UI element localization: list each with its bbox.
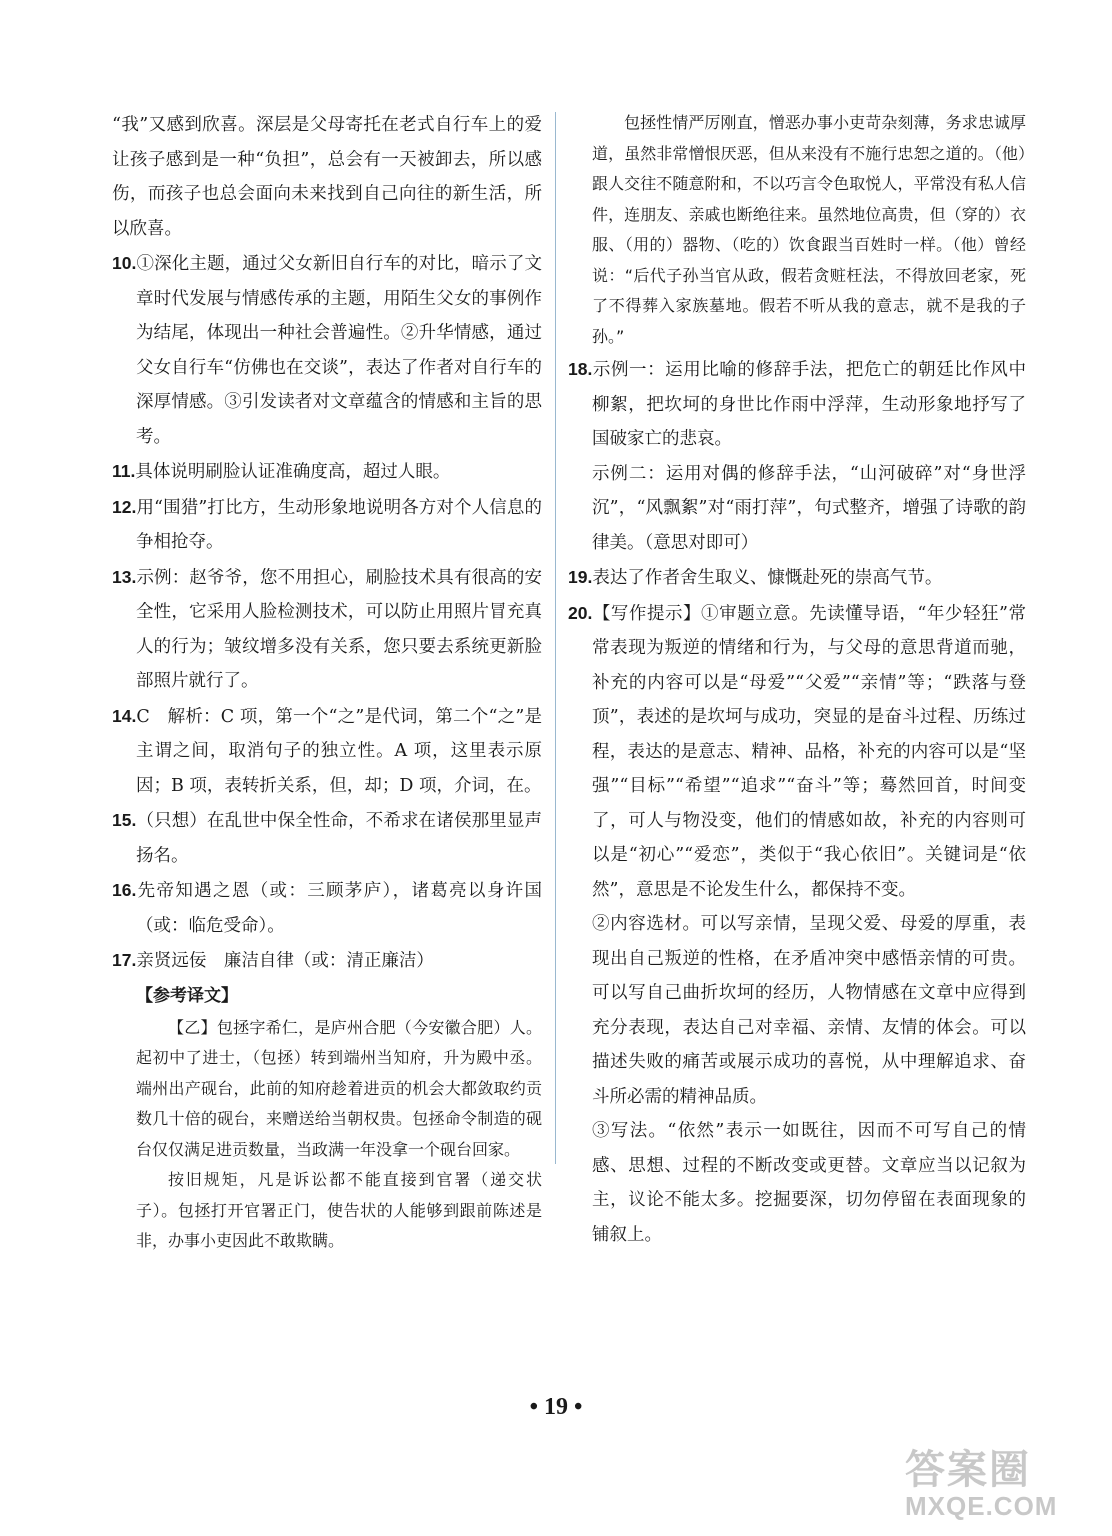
- answer-text: 亲贤远佞 廉洁自律（或：清正廉洁）: [136, 951, 434, 971]
- answer-18-example-2: 示例二：运用对偶的修辞手法，“山河破碎”对“身世浮沉”，“风飘絮”对“雨打萍”，句式整齐，增强了诗歌的韵律美。（意思对即可）: [592, 463, 1026, 553]
- answer-10: [112, 246, 542, 454]
- answer-12: [112, 490, 542, 560]
- answer-11: [112, 454, 542, 490]
- answer-text: 具体说明刷脸认证准确度高，超过人眼。: [135, 462, 451, 482]
- question-number: 13.: [112, 566, 137, 587]
- translation-paragraph: 【乙】包拯字希仁，是庐州合肥（今安徽合肥）人。起初中了进士，（包拯）转到端州当知府，升为殿中丞。端州出产砚台，此前的知府趁着进贡的机会大都敛取约贡数几十倍的砚台，来赠送给当朝权贵。包拯命令制造的砚台仅仅满足进贡数量，当政满一年没拿一个砚台回家。: [136, 1017, 542, 1159]
- answer-text: C 解析：C 项，第一个“之”是代词，第二个“之”是主谓之间，取消句子的独立性。A 项，这里表示原因；B 项，表转折关系，但，却；D 项，介词，在。: [136, 706, 542, 796]
- answer-text: （只想）在乱世中保全性命，不希求在诸侯那里显声扬名。: [136, 811, 542, 866]
- answer-19: [568, 560, 1026, 596]
- question-number: 18.: [568, 359, 593, 379]
- column-divider: [555, 112, 556, 1164]
- answer-text: 示例：赵爷爷，您不用担心，刷脸技术具有很高的安全性，它采用人脸检测技术，可以防止用照片冒充真人的行为；皱纹增多没有关系，您只要去系统更新脸部照片就行了。: [136, 567, 542, 691]
- reference-translation-heading: 【参考译文】: [136, 985, 238, 1006]
- answer-16: [112, 873, 542, 943]
- question-number: 12.: [112, 496, 137, 517]
- answer-text: ①深化主题，通过父女新旧自行车的对比，暗示了文章时代发展与情感传承的主题，用陌生父女的事例作为结尾，体现出一种社会普遍性。②升华情感，通过父女自行车“仿佛也在交谈”，表达了作者对自行车的深厚情感。③引发读者对文章蕴含的情感和主旨的思考。: [136, 254, 542, 447]
- answer-15: [112, 803, 542, 873]
- answer-text: 示例一：运用比喻的修辞手法，把危亡的朝廷比作风中柳絮，把坎坷的身世比作雨中浮萍，生动形象地抒写了国破家亡的悲哀。: [592, 360, 1026, 449]
- question-number: 17.: [112, 950, 137, 970]
- watermark-domain: MXQE.COM: [905, 1491, 1058, 1521]
- question-number: 11.: [112, 461, 136, 481]
- answer-14: [112, 699, 542, 804]
- answer-text: 先帝知遇之恩（或：三顾茅庐），诸葛亮以身许国（或：临危受命）。: [136, 881, 542, 936]
- answer-18: [568, 352, 1026, 457]
- answer-20: [568, 596, 1026, 908]
- translation-paragraph: 按旧规矩，凡是诉讼都不能直接到官署（递交状子）。包拯打开官署正门，使告状的人能够到跟前陈述是非，办事小吏因此不敢欺瞒。: [136, 1170, 542, 1250]
- question-number: 19.: [568, 567, 593, 587]
- site-watermark-logo: [905, 1438, 1105, 1534]
- translation-paragraph: 包拯性情严厉刚直，憎恶办事小吏苛杂刻薄，务求忠诚厚道，虽然非常憎恨厌恶，但从来没有不施行忠恕之道的。（他）跟人交往不随意附和，不以巧言令色取悦人，平常没有私人信件，连朋友、亲戚也断绝往来。虽然地位高贵，但（穿的）衣服、（用的）器物、（吃的）饮食跟当百姓时一样。（他）曾经说：“后代子孙当官从政，假若贪赃枉法，不得放回老家，死了不得葬入家族墓地。假若不听从我的意志，就不是我的子孙。”: [592, 113, 1026, 346]
- question-number: 10.: [112, 253, 137, 273]
- left-column: [112, 108, 542, 1257]
- answer-20-writing-method: ③写法。“依然”表示一如既往，因而不可写自己的情感、思想、过程的不断改变或更替。文章应当以记叙为主，议论不能太多。挖掘要深，切勿停留在表面现象的铺叙上。: [592, 1121, 1026, 1245]
- answer-text: 【写作提示】①审题立意。先读懂导语，“年少轻狂”常常表现为叛逆的情绪和行为，与父母的意思背道而驰，补充的内容可以是“母爱”“父爱”“亲情”等；“跌落与登顶”，表述的是坎坷与成功，突显的是奋斗过程、历练过程，表达的是意志、精神、品格，补充的内容可以是“坚强”“目标”“希望”“追求”“奋斗”等；蓦然回首，时间变了，可人与物没变，他们的情感如故，补充的内容则可以是“初心”“爱恋”，类似于“我心依旧”。关键词是“依然”，意思是不论发生什么，都保持不变。: [592, 603, 1026, 900]
- right-column: [568, 108, 1026, 1252]
- answer-13: [112, 560, 542, 699]
- question-number: 14.: [112, 705, 137, 726]
- answer-17: [112, 943, 542, 979]
- question-number: 20.: [568, 602, 593, 623]
- watermark-text: 答案圈: [905, 1448, 1031, 1492]
- answer-9-continuation: “我”又感到欣喜。深层是父母寄托在老式自行车上的爱让孩子感到是一种“负担”，总会有一天被卸去，所以感伤，而孩子也总会面向未来找到自己向往的新生活，所以欣喜。: [112, 115, 542, 239]
- question-number: 15.: [112, 810, 137, 830]
- answer-text: 用“围猎”打比方，生动形象地说明各方对个人信息的争相抢夺。: [136, 497, 542, 552]
- answer-text: 表达了作者舍生取义、慷慨赴死的崇高气节。: [592, 568, 943, 588]
- answer-20-content-selection: ②内容选材。可以写亲情，呈现父爱、母爱的厚重，表现出自己叛逆的性格，在矛盾冲突中感悟亲情的可贵。可以写自己曲折坎坷的经历，人物情感在文章中应得到充分表现，表达自己对幸福、亲情、友情的体会。可以描述失败的痛苦或展示成功的喜悦，从中理解追求、奋斗所必需的精神品质。: [592, 914, 1026, 1107]
- page-number: • 19 •: [529, 1394, 583, 1420]
- question-number: 16.: [112, 880, 137, 900]
